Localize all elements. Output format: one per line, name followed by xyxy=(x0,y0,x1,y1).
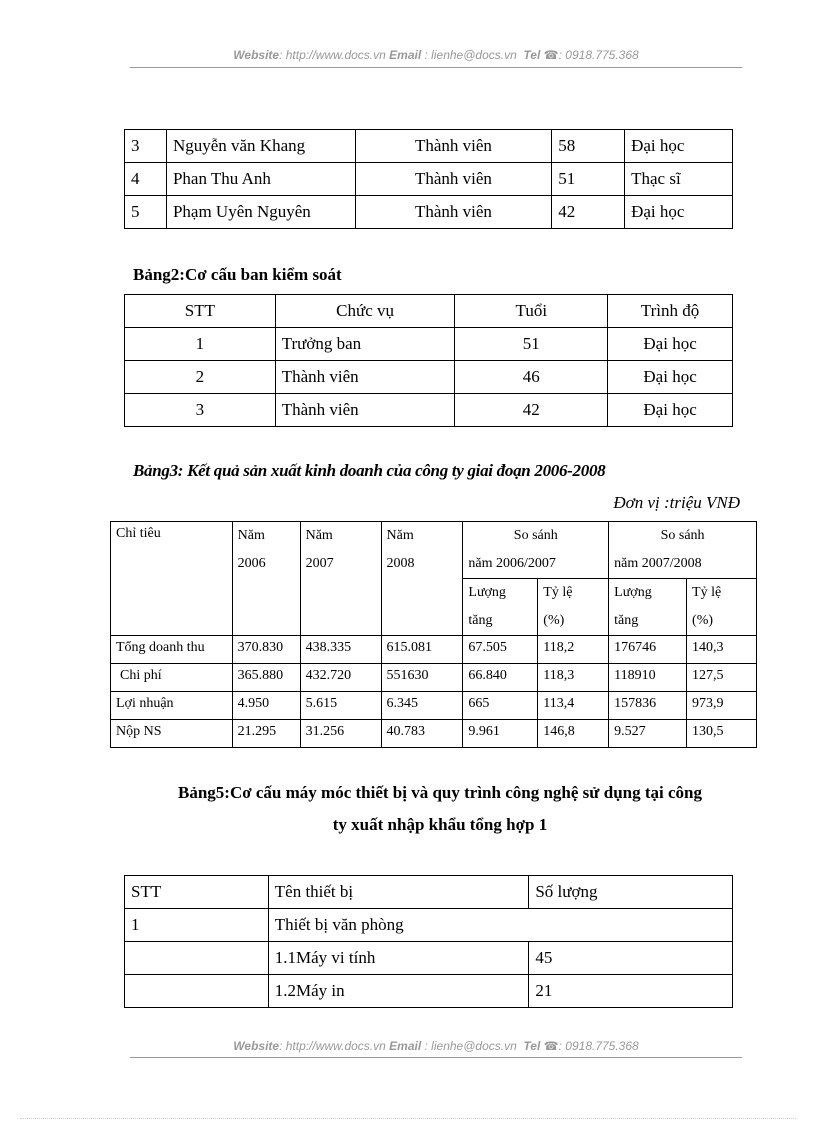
table-cell: Trưởng ban xyxy=(275,328,455,361)
table-cell: 146,8 xyxy=(538,720,609,748)
table-cell: 6.345 xyxy=(381,692,463,720)
table-cell: 4.950 xyxy=(232,692,300,720)
table-cell: 118910 xyxy=(609,664,687,692)
table-cell xyxy=(125,942,269,975)
table-row xyxy=(125,130,733,163)
table-cell: 1.1Máy vi tính xyxy=(268,942,529,975)
email-label: Email xyxy=(389,48,422,62)
table-row xyxy=(125,163,733,196)
header-cell xyxy=(232,522,300,636)
header-text: Lượng xyxy=(614,585,652,600)
page-edge xyxy=(20,1118,796,1119)
header-text: Tỷ lệ xyxy=(543,585,573,600)
header-text: Chỉ tiêu xyxy=(116,526,161,541)
table-cell: 665 xyxy=(463,692,538,720)
table-cell: Thành viên xyxy=(355,196,552,229)
site-label: Website xyxy=(233,1039,280,1053)
site-label: Website xyxy=(233,48,280,62)
email-label: Email xyxy=(389,1039,422,1053)
table-cell: Thiết bị văn phòng xyxy=(268,909,732,942)
header-cell: Chức vụ xyxy=(275,295,455,328)
phone-icon: ☎ xyxy=(543,48,559,62)
header-text: năm 2007/2008 xyxy=(614,556,702,571)
table-cell: 51 xyxy=(552,163,625,196)
header-text: Năm xyxy=(305,528,333,543)
table-cell: Thành viên xyxy=(355,130,552,163)
table-cell: 113,4 xyxy=(538,692,609,720)
table-cell: 140,3 xyxy=(687,636,757,664)
table-cell: 118,2 xyxy=(538,636,609,664)
table-cell: 45 xyxy=(529,942,733,975)
table-cell: 438.335 xyxy=(300,636,381,664)
tel-label: Tel xyxy=(523,48,541,62)
header-text: Tỷ lệ xyxy=(692,585,722,600)
header-text: 2007 xyxy=(305,556,334,571)
table-row xyxy=(111,636,757,664)
table-cell: 370.830 xyxy=(232,636,300,664)
table-row xyxy=(111,692,757,720)
table-cell: 66.840 xyxy=(463,664,538,692)
table5-caption xyxy=(120,777,760,841)
table-row xyxy=(125,196,733,229)
caption-line: ty xuất nhập khẩu tổng hợp 1 xyxy=(332,815,548,834)
header-cell xyxy=(111,522,233,636)
header-rule xyxy=(130,67,742,68)
header-cell xyxy=(687,579,757,636)
table-cell: 9.961 xyxy=(463,720,538,748)
header-cell: Tuổi xyxy=(455,295,608,328)
table-header-row xyxy=(125,876,733,909)
table-cell: Chi phí xyxy=(111,664,233,692)
table-row xyxy=(125,361,733,394)
table-cell: 9.527 xyxy=(609,720,687,748)
table-cell: 365.880 xyxy=(232,664,300,692)
header-text: Năm xyxy=(386,528,414,543)
header-text: So sánh xyxy=(513,528,558,543)
table-cell: 46 xyxy=(455,361,608,394)
table-cell: Tổng doanh thu xyxy=(111,636,233,664)
table-cell: Thành viên xyxy=(275,361,455,394)
table-cell: 31.256 xyxy=(300,720,381,748)
table-cell: 42 xyxy=(455,394,608,427)
header-cell: STT xyxy=(125,876,269,909)
table-row xyxy=(111,664,757,692)
table-cell: 432.720 xyxy=(300,664,381,692)
table-cell: 157836 xyxy=(609,692,687,720)
phone-icon: ☎ xyxy=(543,1039,559,1053)
table-cell: Nguyễn văn Khang xyxy=(166,130,355,163)
table-cell: 40.783 xyxy=(381,720,463,748)
table-cell: Phạm Uyên Nguyên xyxy=(166,196,355,229)
table3-caption: Bảng3: Kết quả sản xuất kinh doanh của công ty giai đoạn 2006-2008 xyxy=(133,461,606,480)
equipment-table xyxy=(124,875,733,1008)
table-cell: 5 xyxy=(125,196,167,229)
table-cell: 3 xyxy=(125,394,276,427)
table-cell: 1.2Máy in xyxy=(268,975,529,1008)
header-text: tăng xyxy=(468,613,493,628)
email-value[interactable]: : lienhe@docs.vn xyxy=(424,1039,517,1053)
header-cell xyxy=(463,579,538,636)
header-text: Năm xyxy=(237,528,265,543)
table-cell: Phan Thu Anh xyxy=(166,163,355,196)
site-url[interactable]: : http://www.docs.vn xyxy=(279,48,386,62)
header-cell: Số lượng xyxy=(529,876,733,909)
table-row xyxy=(125,328,733,361)
header-text: 2008 xyxy=(386,556,415,571)
footer-rule xyxy=(130,1057,742,1058)
table-cell: Thạc sĩ xyxy=(625,163,733,196)
table-cell: 21.295 xyxy=(232,720,300,748)
table-cell: Đại học xyxy=(608,361,733,394)
site-url[interactable]: : http://www.docs.vn xyxy=(279,1039,386,1053)
header-text: (%) xyxy=(543,613,565,628)
table-cell: Đại học xyxy=(625,196,733,229)
tel-value: : 0918.775.368 xyxy=(558,48,639,62)
table-row xyxy=(125,975,733,1008)
table-cell: 1 xyxy=(125,909,269,942)
table-cell: 67.505 xyxy=(463,636,538,664)
header-text: tăng xyxy=(614,613,639,628)
table-cell: 551630 xyxy=(381,664,463,692)
table-header-row xyxy=(111,522,757,579)
table-cell: 127,5 xyxy=(687,664,757,692)
tel-label: Tel xyxy=(523,1039,541,1053)
table-cell: Đại học xyxy=(608,328,733,361)
header-cell xyxy=(300,522,381,636)
table-row xyxy=(125,942,733,975)
header-cell xyxy=(609,579,687,636)
table-cell: 615.081 xyxy=(381,636,463,664)
page-footer xyxy=(130,1039,742,1053)
table-cell: 130,5 xyxy=(687,720,757,748)
header-text: Lượng xyxy=(468,585,506,600)
table-cell: 58 xyxy=(552,130,625,163)
table-cell: 51 xyxy=(455,328,608,361)
table-header-row xyxy=(125,295,733,328)
table-cell: 42 xyxy=(552,196,625,229)
header-cell xyxy=(609,522,757,579)
table-row xyxy=(125,394,733,427)
table-row xyxy=(125,909,733,942)
header-cell xyxy=(538,579,609,636)
table-cell: Thành viên xyxy=(355,163,552,196)
header-cell xyxy=(463,522,609,579)
email-value[interactable]: : lienhe@docs.vn xyxy=(424,48,517,62)
header-text: 2006 xyxy=(237,556,266,571)
table-cell: Lợi nhuận xyxy=(111,692,233,720)
header-cell: STT xyxy=(125,295,276,328)
header-text: So sánh xyxy=(660,528,705,543)
table-cell: 2 xyxy=(125,361,276,394)
table2-caption: Bảng2:Cơ cấu ban kiểm soát xyxy=(133,265,342,284)
unit-label: Đơn vị :triệu VNĐ xyxy=(613,493,740,512)
table-cell: 118,3 xyxy=(538,664,609,692)
header-cell: Tên thiết bị xyxy=(268,876,529,909)
table-cell: 5.615 xyxy=(300,692,381,720)
table-cell: Đại học xyxy=(625,130,733,163)
header-cell: Trình độ xyxy=(608,295,733,328)
business-results-table xyxy=(110,521,757,748)
tel-value: : 0918.775.368 xyxy=(558,1039,639,1053)
supervisory-board-table xyxy=(124,294,733,427)
table-cell: Nộp NS xyxy=(111,720,233,748)
table-row xyxy=(111,720,757,748)
table-cell: 973,9 xyxy=(687,692,757,720)
header-cell xyxy=(381,522,463,636)
header-text: (%) xyxy=(692,613,714,628)
table-cell: 1 xyxy=(125,328,276,361)
table-cell xyxy=(125,975,269,1008)
board-members-table xyxy=(124,129,733,229)
table-cell: Đại học xyxy=(608,394,733,427)
table-cell: 3 xyxy=(125,130,167,163)
table-cell: 21 xyxy=(529,975,733,1008)
header-text: năm 2006/2007 xyxy=(468,556,556,571)
table-cell: Thành viên xyxy=(275,394,455,427)
caption-line: Bảng5:Cơ cấu máy móc thiết bị và quy trình công nghệ sử dụng tại công xyxy=(177,783,702,802)
page-header xyxy=(130,48,742,62)
table-cell: 176746 xyxy=(609,636,687,664)
table-cell: 4 xyxy=(125,163,167,196)
